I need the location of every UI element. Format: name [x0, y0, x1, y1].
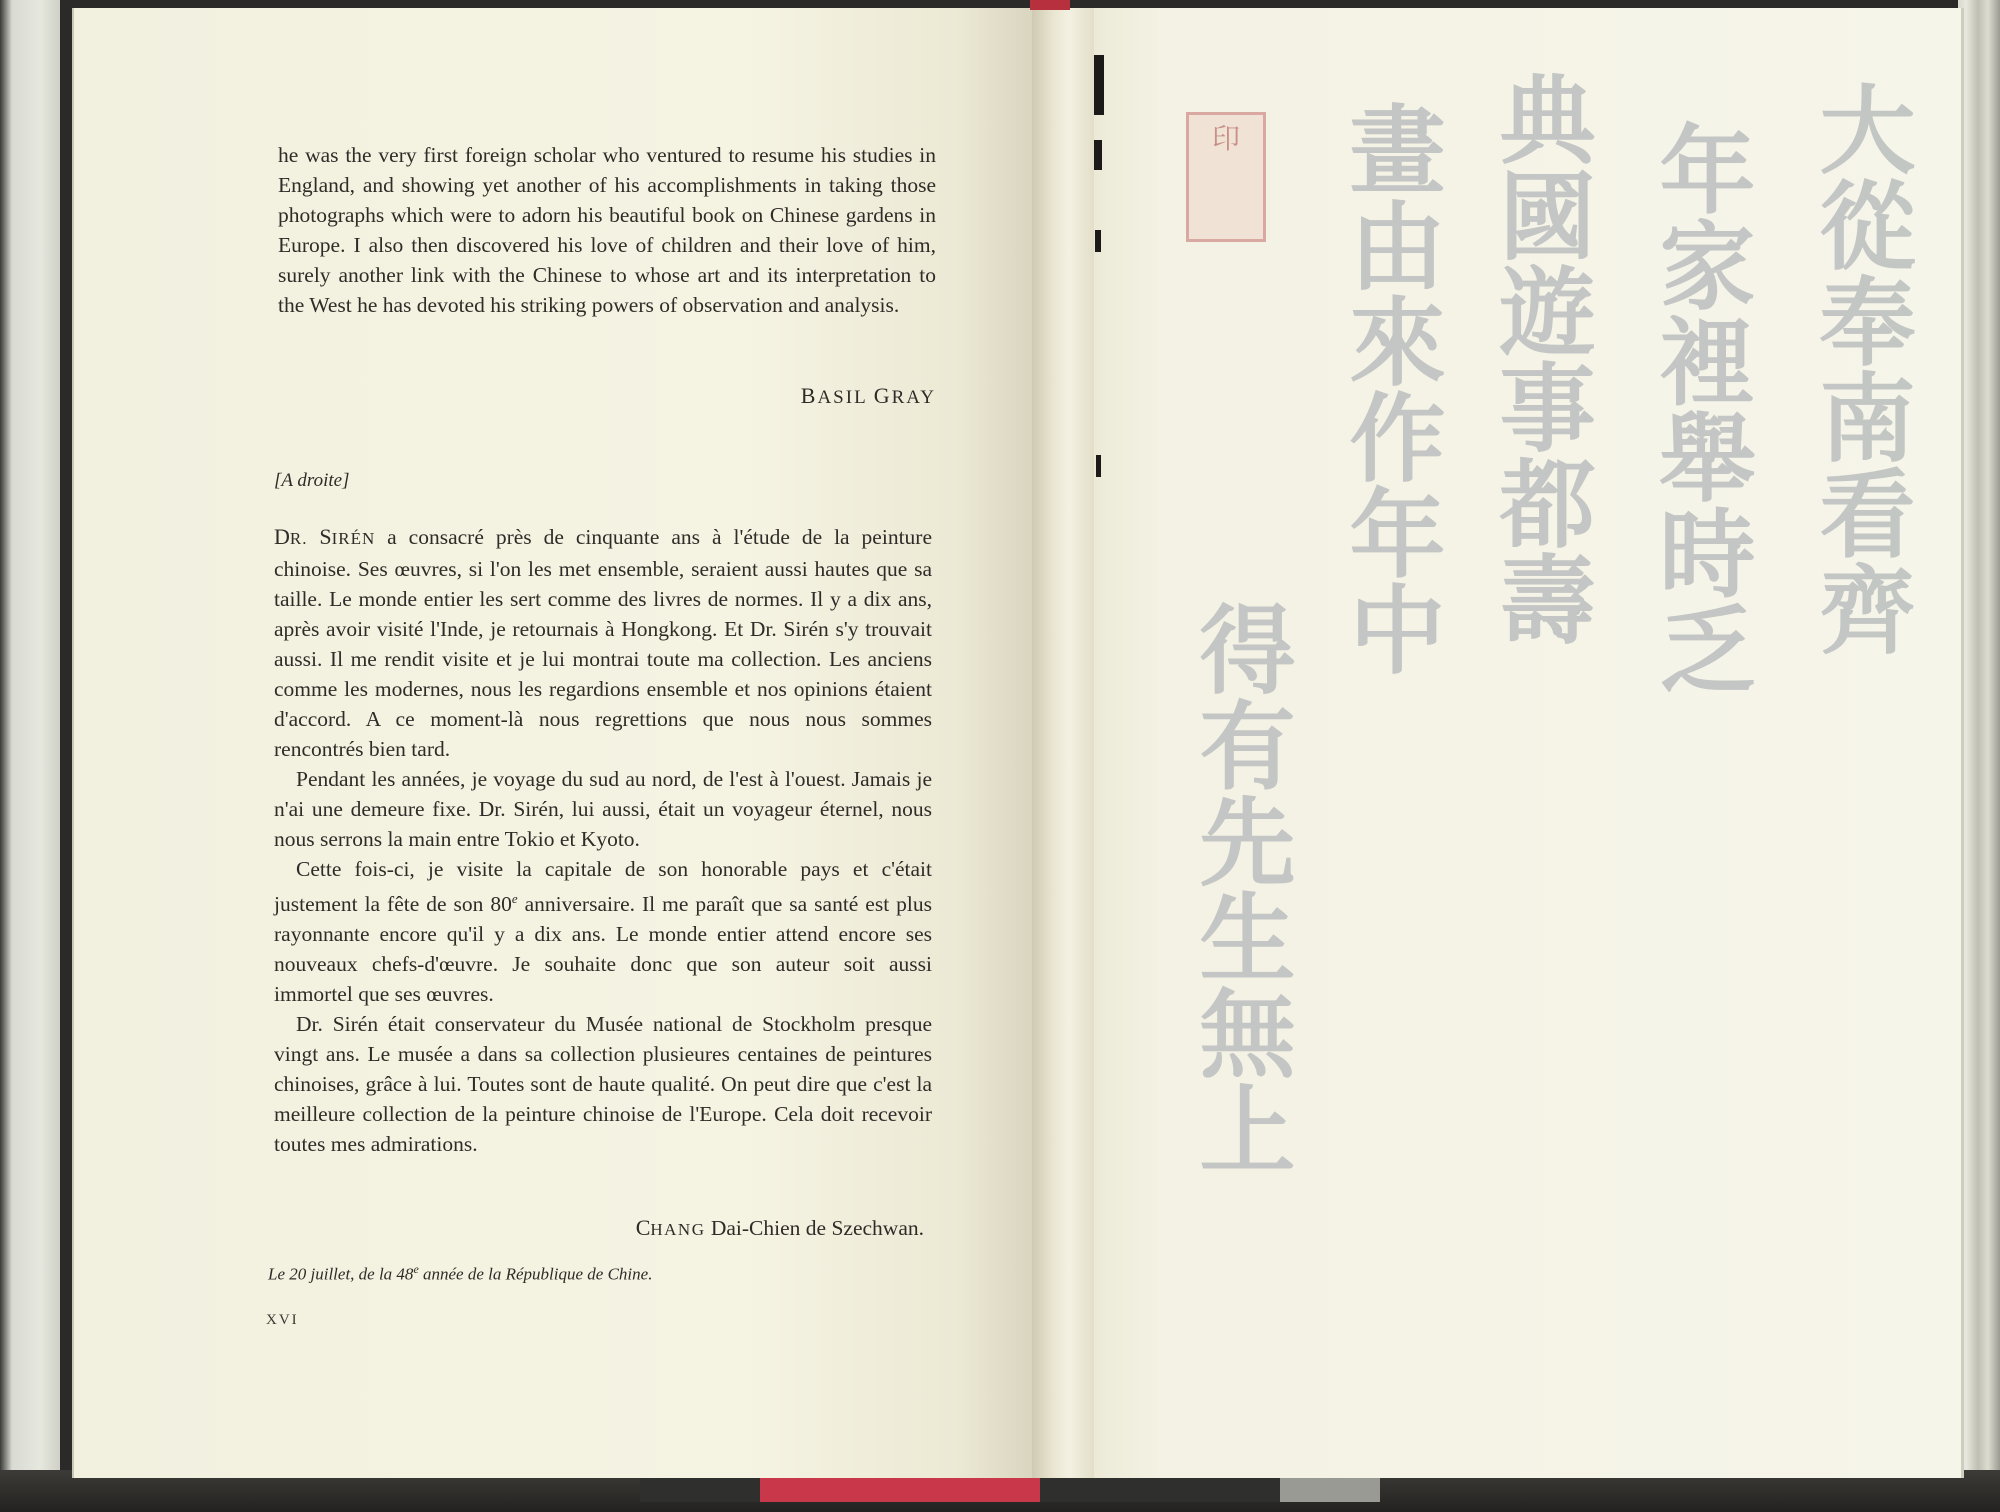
page-number: XVI	[266, 1312, 299, 1328]
p1-lead-iren: IRÉN	[331, 529, 376, 548]
p1-lead-d: D	[274, 524, 290, 549]
sig1-initial-g: G	[873, 383, 892, 408]
french-paragraph-2: Pendant les années, je voyage du sud au nord, de l'est à l'ouest. Jamais je n'ai une demeure fixe. Dr. Sirén, lui aussi, était un voyageur éternel, nous nous serrons la main entre Tokio et Kyoto.	[274, 767, 932, 851]
p1-lead-r: R.	[289, 529, 320, 548]
p1-lead-s: S	[319, 524, 332, 549]
seal-glyph: 印	[1211, 122, 1240, 155]
date-part-a: Le 20 juillet, de la 48	[268, 1264, 414, 1284]
calli-col-5-text: 得有先生無上	[1184, 600, 1296, 1176]
book-gutter	[1032, 8, 1094, 1478]
calli-col-3-text: 典國遊事都壽	[1484, 70, 1596, 646]
french-tribute	[274, 522, 932, 1159]
section-label: [A droite]	[274, 470, 350, 491]
calligraphy-column-5	[1170, 600, 1310, 1512]
calligraphy-column-3	[1470, 70, 1610, 1490]
ink-mark-1	[1094, 55, 1104, 115]
sig1-initial-b: B	[800, 383, 818, 408]
date-part-b: année de la République de Chine.	[418, 1264, 653, 1284]
calligraphy-column-1	[1790, 80, 1930, 1500]
p3-superscript: e	[511, 891, 518, 906]
calli-col-2-text: 年家裡舉時乏	[1644, 120, 1756, 696]
intro-paragraph	[278, 140, 936, 320]
p1-body: a consacré près de cinquante ans à l'étude de la peinture chinoise. Ses œuvres, si l'on les met ensemble, seraient aussi hautes que sa taille. Le monde entier les sert comme des livres de normes. Il y a dix ans, après avoir visité l'Inde, je retournais à Hongkong. Et Dr. Sirén s'y trouvait aussi. Il me rendit visite et je lui montrai toute ma collection. Les anciens comme les modernes, nous les regardions ensemble et nos opinions étaient d'accord. A ce moment-là nous regrettions que nous nous sommes rencontrés bien tard.	[274, 525, 932, 761]
sig2-initial: C	[635, 1215, 651, 1240]
p3-part-b: anniversaire. Il me paraît que sa santé est plus rayonnante encore qu'il y a dix ans. Le monde entier attend encore ses nouveaux chefs-d'œuvre. Je souhaite donc que son auteur soit aussi immortel que ses œuvres.	[274, 892, 933, 1007]
french-paragraph-3	[274, 854, 932, 1009]
gutter-ribbon	[1030, 0, 1070, 10]
french-paragraph-4: Dr. Sirén était conservateur du Musée national de Stockholm presque vingt ans. Le musée a dans sa collection plusieures centaines de peintures chinoises, grâce à lui. Toutes sont de haute qualité. On peut dire que c'est la meilleure collection de la peinture chinoise de l'Europe. Cela doit recevoir toutes mes admirations.	[274, 1012, 932, 1157]
ink-mark-3	[1095, 230, 1101, 252]
book-cover-left-edge	[0, 0, 60, 1512]
sig2-small-caps: HANG	[650, 1220, 706, 1239]
calli-col-1-text: 大從奉南看齊	[1804, 80, 1916, 656]
date-superscript: e	[413, 1262, 419, 1276]
ink-mark-2	[1094, 140, 1102, 170]
sig2-rest: Dai-Chien de Szechwan.	[705, 1216, 924, 1240]
date-line	[268, 1254, 928, 1290]
sig1-rest-b: ASIL	[817, 387, 874, 408]
calligraphy-area	[1160, 40, 1950, 1460]
book-fore-edge-right	[1958, 0, 2000, 1512]
ink-mark-4	[1096, 455, 1101, 477]
calli-col-4-text: 畫由來作年中	[1334, 100, 1446, 676]
sig1-rest-g: RAY	[891, 387, 936, 408]
calligraphy-column-2	[1630, 120, 1770, 1512]
french-paragraph-1	[274, 522, 932, 764]
calligraphy-column-4	[1320, 100, 1460, 1512]
signature-basil-gray	[278, 381, 936, 413]
p3-part-a: Cette fois-ci, je visite la capitale de son honorable pays et c'était justement la fête de son 80	[274, 857, 932, 917]
intro-text: he was the very first foreign scholar who ventured to resume his studies in England, and showing yet another of his accomplishments in taking those photographs which were to adorn his beautiful book on Chinese gardens in Europe. I also then discovered his love of children and their love of him, surely another link with the Chinese to whose art and its interpretation to the West he has devoted his striking powers of observation and analysis.	[278, 143, 936, 317]
signature-chang-dai-chien	[274, 1213, 924, 1245]
